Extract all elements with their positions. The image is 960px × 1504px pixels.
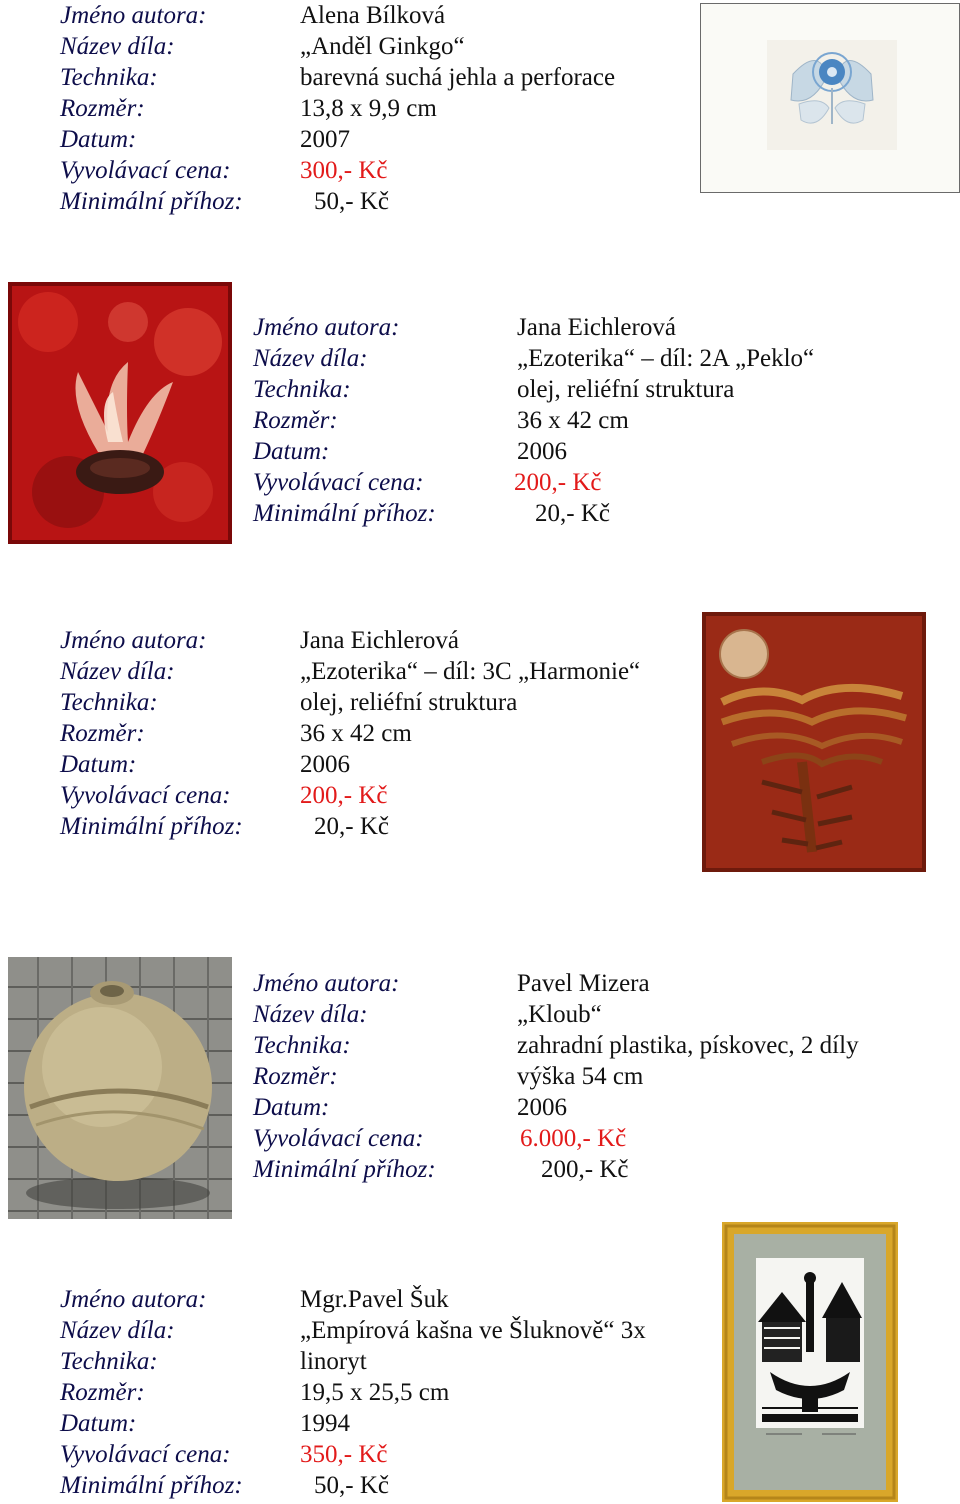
author-value: Jana Eichlerová <box>300 627 459 654</box>
title-value: „Ezoterika“ – díl: 3C „Harmonie“ <box>300 658 641 685</box>
date-value: 2006 <box>517 438 567 465</box>
artwork-entry-5 <box>60 1284 700 1502</box>
min-bid-label: Minimální příhoz: <box>253 500 436 527</box>
technique-value: zahradní plastika, pískovec, 2 díly <box>517 1032 859 1059</box>
title-label: Název díla: <box>60 658 175 685</box>
artwork-entry-4 <box>253 968 953 1186</box>
author-label: Jméno autora: <box>60 2 207 29</box>
min-bid-value: 20,- Kč <box>314 813 389 840</box>
size-label: Rozměr: <box>253 1063 338 1090</box>
artwork-image-harmonie <box>702 612 926 872</box>
author-label: Jméno autora: <box>60 1286 207 1313</box>
author-value: Mgr.Pavel Šuk <box>300 1286 449 1313</box>
min-bid-label: Minimální příhoz: <box>60 813 243 840</box>
author-value: Alena Bílková <box>300 2 446 29</box>
artwork-image-kloub <box>8 957 232 1219</box>
technique-label: Technika: <box>60 1348 158 1375</box>
author-label: Jméno autora: <box>253 970 400 997</box>
author-value: Jana Eichlerová <box>517 314 676 341</box>
author-label: Jméno autora: <box>253 314 400 341</box>
title-value: „Kloub“ <box>517 1001 602 1028</box>
artwork-entry-1 <box>60 0 660 218</box>
min-bid-value: 50,- Kč <box>314 1472 389 1499</box>
title-label: Název díla: <box>253 345 368 372</box>
start-price-value: 200,- Kč <box>300 782 388 809</box>
author-label: Jméno autora: <box>60 627 207 654</box>
start-price-label: Vyvolávací cena: <box>253 469 424 496</box>
start-price-label: Vyvolávací cena: <box>60 1441 231 1468</box>
artwork-image-empire-fountain <box>722 1222 898 1502</box>
size-label: Rozměr: <box>60 95 145 122</box>
technique-value: linoryt <box>300 1348 367 1375</box>
artwork-image-peklo <box>8 282 232 544</box>
artwork-image-angel-ginkgo <box>700 3 960 193</box>
date-label: Datum: <box>253 438 330 465</box>
date-label: Datum: <box>253 1094 330 1121</box>
technique-label: Technika: <box>253 376 351 403</box>
author-value: Pavel Mizera <box>517 970 650 997</box>
title-label: Název díla: <box>60 1317 175 1344</box>
min-bid-label: Minimální příhoz: <box>253 1156 436 1183</box>
title-value: „Anděl Ginkgo“ <box>300 33 465 60</box>
date-value: 1994 <box>300 1410 350 1437</box>
start-price-label: Vyvolávací cena: <box>60 157 231 184</box>
size-label: Rozměr: <box>60 1379 145 1406</box>
min-bid-value: 20,- Kč <box>535 500 610 527</box>
technique-value: barevná suchá jehla a perforace <box>300 64 616 91</box>
start-price-value: 6.000,- Kč <box>520 1125 627 1152</box>
artwork-entry-3 <box>60 625 680 843</box>
start-price-label: Vyvolávací cena: <box>60 782 231 809</box>
size-label: Rozměr: <box>253 407 338 434</box>
technique-label: Technika: <box>60 689 158 716</box>
min-bid-value: 50,- Kč <box>314 188 389 215</box>
start-price-value: 200,- Kč <box>514 469 602 496</box>
min-bid-label: Minimální příhoz: <box>60 1472 243 1499</box>
date-value: 2007 <box>300 126 350 153</box>
artwork-entry-2 <box>253 312 953 530</box>
date-label: Datum: <box>60 126 137 153</box>
min-bid-value: 200,- Kč <box>541 1156 629 1183</box>
start-price-value: 350,- Kč <box>300 1441 388 1468</box>
start-price-value: 300,- Kč <box>300 157 388 184</box>
title-value: „Ezoterika“ – díl: 2A „Peklo“ <box>517 345 815 372</box>
technique-value: olej, reliéfní struktura <box>517 376 735 403</box>
title-label: Název díla: <box>60 33 175 60</box>
size-value: 19,5 x 25,5 cm <box>300 1379 450 1406</box>
size-value: 36 x 42 cm <box>300 720 412 747</box>
start-price-label: Vyvolávací cena: <box>253 1125 424 1152</box>
title-value: „Empírová kašna ve Šluknově“ 3x <box>300 1317 646 1344</box>
date-label: Datum: <box>60 1410 137 1437</box>
technique-label: Technika: <box>60 64 158 91</box>
technique-label: Technika: <box>253 1032 351 1059</box>
title-label: Název díla: <box>253 1001 368 1028</box>
date-value: 2006 <box>517 1094 567 1121</box>
size-value: výška 54 cm <box>517 1063 644 1090</box>
technique-value: olej, reliéfní struktura <box>300 689 518 716</box>
size-value: 36 x 42 cm <box>517 407 629 434</box>
size-label: Rozměr: <box>60 720 145 747</box>
size-value: 13,8 x 9,9 cm <box>300 95 437 122</box>
min-bid-label: Minimální příhoz: <box>60 188 243 215</box>
date-label: Datum: <box>60 751 137 778</box>
date-value: 2006 <box>300 751 350 778</box>
